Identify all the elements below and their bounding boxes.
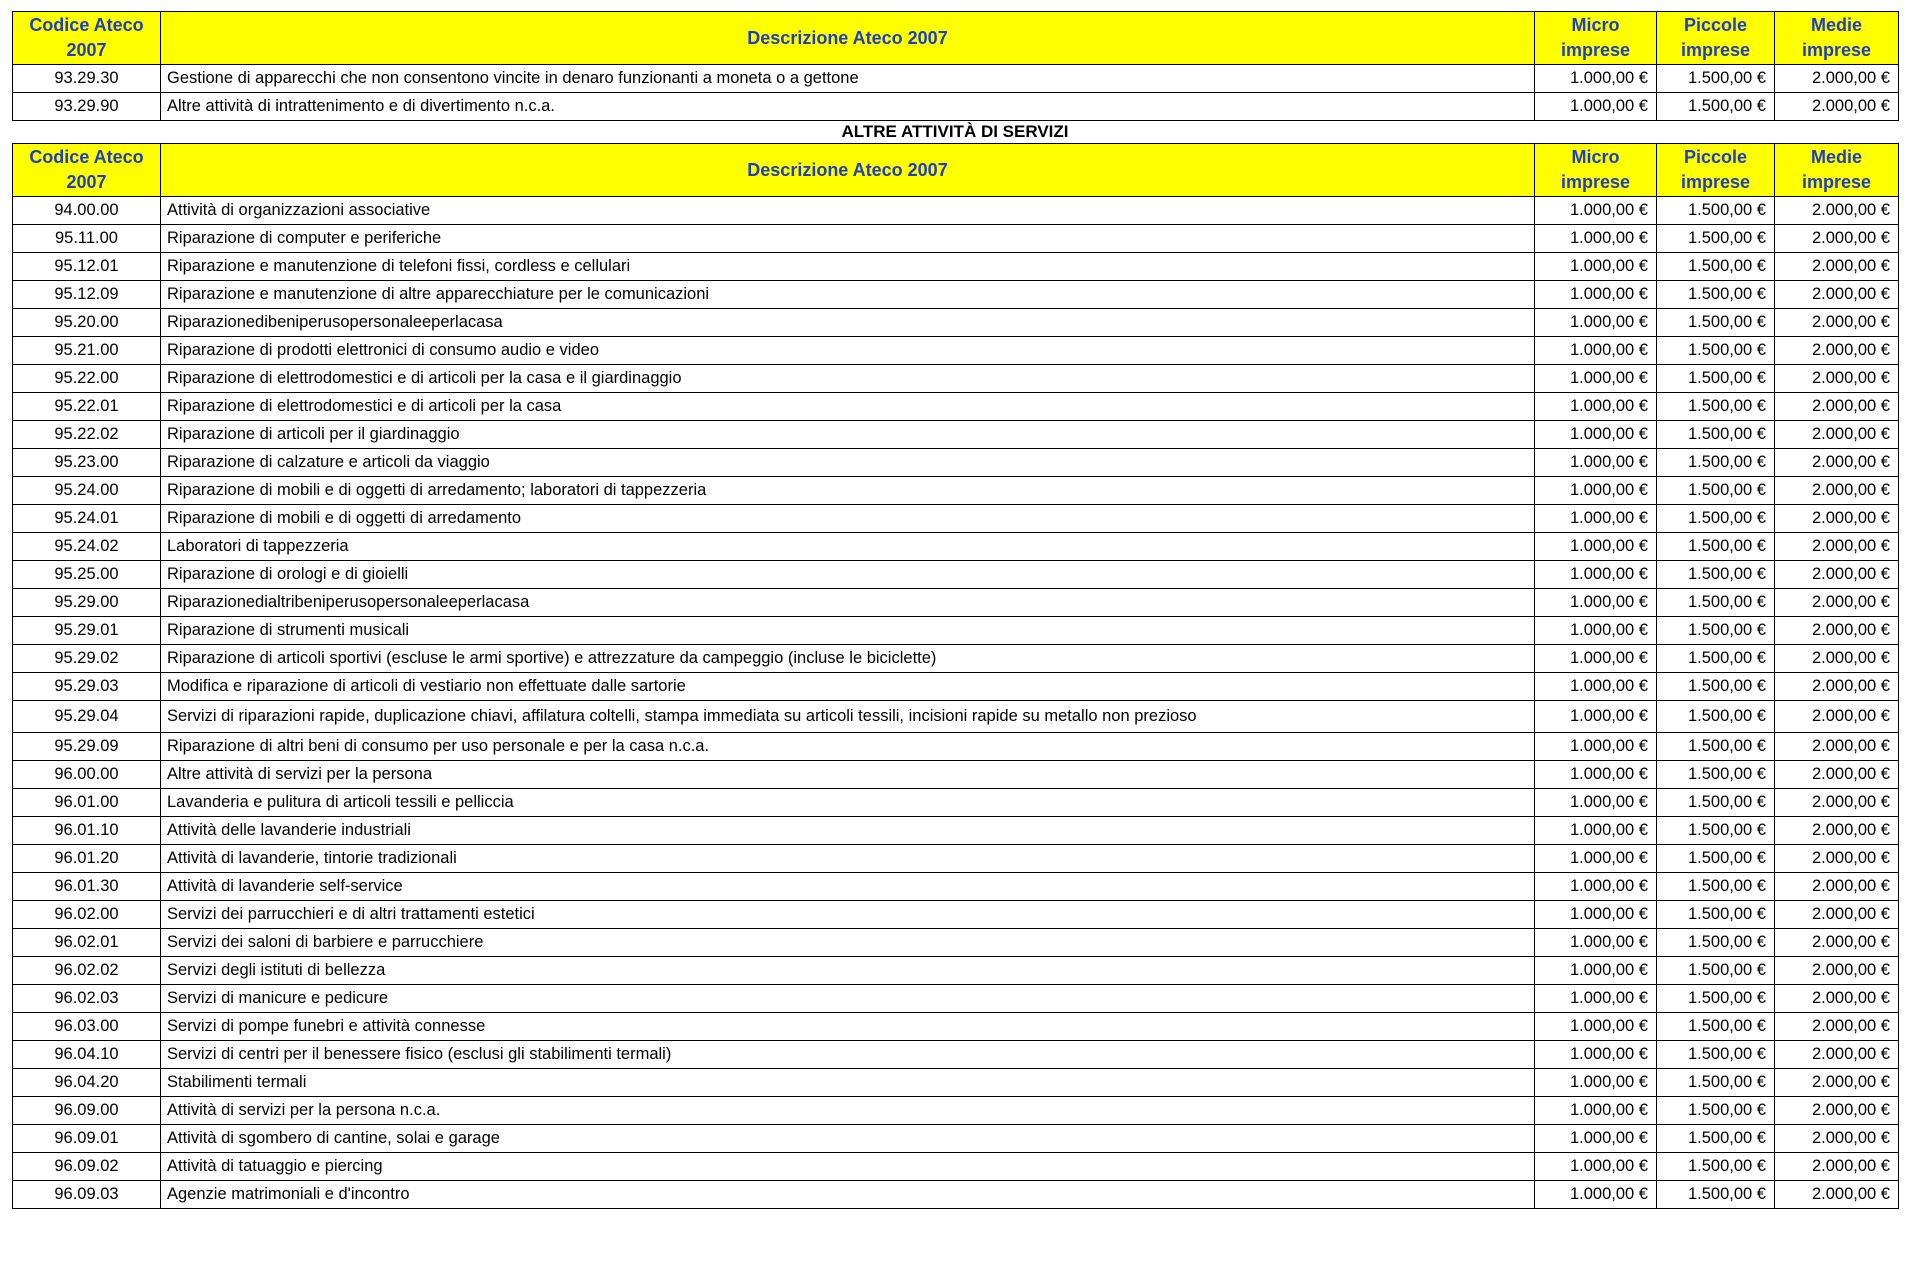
- ateco-code-cell: 95.29.02: [13, 645, 161, 673]
- description-cell: Attività delle lavanderie industriali: [161, 817, 1535, 845]
- table-row: [13, 477, 1899, 505]
- table-1-body: [13, 65, 1899, 121]
- micro-amount-cell: 1.000,00 €: [1535, 477, 1657, 505]
- ateco-code-cell: 96.09.01: [13, 1125, 161, 1153]
- table-row: [13, 337, 1899, 365]
- micro-amount-cell: 1.000,00 €: [1535, 589, 1657, 617]
- micro-amount-cell: 1.000,00 €: [1535, 761, 1657, 789]
- small-amount-cell: 1.500,00 €: [1657, 477, 1775, 505]
- micro-amount-cell: 1.000,00 €: [1535, 1153, 1657, 1181]
- table-row: [13, 845, 1899, 873]
- description-cell: Servizi dei parrucchieri e di altri trattamenti estetici: [161, 901, 1535, 929]
- table-header-row: [13, 12, 1899, 65]
- description-cell: Riparazione di elettrodomestici e di articoli per la casa: [161, 393, 1535, 421]
- table-row: [13, 589, 1899, 617]
- micro-amount-cell: 1.000,00 €: [1535, 957, 1657, 985]
- ateco-code-cell: 95.20.00: [13, 309, 161, 337]
- ateco-code-cell: 96.01.30: [13, 873, 161, 901]
- ateco-code-cell: 95.21.00: [13, 337, 161, 365]
- small-amount-cell: 1.500,00 €: [1657, 873, 1775, 901]
- ateco-code-cell: 93.29.90: [13, 93, 161, 121]
- table-row: [13, 789, 1899, 817]
- table-row: [13, 65, 1899, 93]
- small-amount-cell: 1.500,00 €: [1657, 65, 1775, 93]
- ateco-code-cell: 96.02.03: [13, 985, 161, 1013]
- header-micro-line2: imprese: [1560, 40, 1631, 60]
- description-cell: Attività di servizi per la persona n.c.a.: [161, 1097, 1535, 1125]
- small-amount-cell: 1.500,00 €: [1657, 1069, 1775, 1097]
- table-row: [13, 1013, 1899, 1041]
- description-cell: Riparazione di calzature e articoli da viaggio: [161, 449, 1535, 477]
- micro-amount-cell: 1.000,00 €: [1535, 845, 1657, 873]
- small-amount-cell: 1.500,00 €: [1657, 421, 1775, 449]
- header-small-line2: imprese: [1680, 172, 1751, 192]
- header-description: Descrizione Ateco 2007: [161, 12, 1535, 65]
- table-row: [13, 645, 1899, 673]
- table-row: [13, 733, 1899, 761]
- header-code: [13, 144, 161, 197]
- medium-amount-cell: 2.000,00 €: [1775, 645, 1899, 673]
- small-amount-cell: 1.500,00 €: [1657, 673, 1775, 701]
- ateco-code-cell: 95.29.01: [13, 617, 161, 645]
- header-micro-line1: Micro: [1571, 147, 1620, 167]
- small-amount-cell: 1.500,00 €: [1657, 1013, 1775, 1041]
- ateco-code-cell: 95.29.03: [13, 673, 161, 701]
- micro-amount-cell: 1.000,00 €: [1535, 533, 1657, 561]
- description-cell: Attività di lavanderie, tintorie tradizionali: [161, 845, 1535, 873]
- small-amount-cell: 1.500,00 €: [1657, 845, 1775, 873]
- micro-amount-cell: 1.000,00 €: [1535, 645, 1657, 673]
- table-row: [13, 617, 1899, 645]
- small-amount-cell: 1.500,00 €: [1657, 817, 1775, 845]
- description-cell: Riparazionedibeniperusopersonaleeperlacasa: [161, 309, 1535, 337]
- ateco-code-cell: 96.09.02: [13, 1153, 161, 1181]
- table-row: [13, 197, 1899, 225]
- table-row: [13, 817, 1899, 845]
- micro-amount-cell: 1.000,00 €: [1535, 733, 1657, 761]
- ateco-code-cell: 96.02.01: [13, 929, 161, 957]
- micro-amount-cell: 1.000,00 €: [1535, 1181, 1657, 1209]
- table-row: [13, 985, 1899, 1013]
- header-micro-line2: imprese: [1560, 172, 1631, 192]
- small-amount-cell: 1.500,00 €: [1657, 365, 1775, 393]
- table-row: [13, 309, 1899, 337]
- micro-amount-cell: 1.000,00 €: [1535, 901, 1657, 929]
- description-cell: Agenzie matrimoniali e d'incontro: [161, 1181, 1535, 1209]
- ateco-code-cell: 96.04.10: [13, 1041, 161, 1069]
- description-cell: Servizi di riparazioni rapide, duplicazione chiavi, affilatura coltelli, stampa immediata su articoli tessili, incisioni rapide su metallo non prezioso: [161, 701, 1535, 733]
- small-amount-cell: 1.500,00 €: [1657, 1153, 1775, 1181]
- medium-amount-cell: 2.000,00 €: [1775, 93, 1899, 121]
- small-amount-cell: 1.500,00 €: [1657, 985, 1775, 1013]
- header-small: [1657, 144, 1775, 197]
- header-medium-line2: imprese: [1801, 172, 1872, 192]
- ateco-code-cell: 96.01.10: [13, 817, 161, 845]
- micro-amount-cell: 1.000,00 €: [1535, 701, 1657, 733]
- medium-amount-cell: 2.000,00 €: [1775, 1181, 1899, 1209]
- header-description: Descrizione Ateco 2007: [161, 144, 1535, 197]
- medium-amount-cell: 2.000,00 €: [1775, 617, 1899, 645]
- description-cell: Riparazione di strumenti musicali: [161, 617, 1535, 645]
- micro-amount-cell: 1.000,00 €: [1535, 281, 1657, 309]
- small-amount-cell: 1.500,00 €: [1657, 533, 1775, 561]
- description-cell: Riparazione di articoli sportivi (escluse le armi sportive) e attrezzature da campeggio (incluse le biciclette): [161, 645, 1535, 673]
- micro-amount-cell: 1.000,00 €: [1535, 1125, 1657, 1153]
- ateco-code-cell: 95.24.00: [13, 477, 161, 505]
- small-amount-cell: 1.500,00 €: [1657, 1181, 1775, 1209]
- table-header-row: [13, 144, 1899, 197]
- micro-amount-cell: 1.000,00 €: [1535, 421, 1657, 449]
- medium-amount-cell: 2.000,00 €: [1775, 533, 1899, 561]
- table-row: [13, 533, 1899, 561]
- description-cell: Laboratori di tappezzeria: [161, 533, 1535, 561]
- micro-amount-cell: 1.000,00 €: [1535, 393, 1657, 421]
- description-cell: Servizi di centri per il benessere fisico (esclusi gli stabilimenti termali): [161, 1041, 1535, 1069]
- medium-amount-cell: 2.000,00 €: [1775, 281, 1899, 309]
- table-row: [13, 365, 1899, 393]
- small-amount-cell: 1.500,00 €: [1657, 929, 1775, 957]
- medium-amount-cell: 2.000,00 €: [1775, 761, 1899, 789]
- medium-amount-cell: 2.000,00 €: [1775, 817, 1899, 845]
- ateco-code-cell: 95.22.00: [13, 365, 161, 393]
- medium-amount-cell: 2.000,00 €: [1775, 1069, 1899, 1097]
- medium-amount-cell: 2.000,00 €: [1775, 1041, 1899, 1069]
- medium-amount-cell: 2.000,00 €: [1775, 365, 1899, 393]
- small-amount-cell: 1.500,00 €: [1657, 197, 1775, 225]
- header-micro: [1535, 144, 1657, 197]
- description-cell: Riparazione di prodotti elettronici di consumo audio e video: [161, 337, 1535, 365]
- micro-amount-cell: 1.000,00 €: [1535, 253, 1657, 281]
- header-code-line1: Codice Ateco: [29, 15, 144, 35]
- medium-amount-cell: 2.000,00 €: [1775, 1013, 1899, 1041]
- description-cell: Riparazione e manutenzione di telefoni fissi, cordless e cellulari: [161, 253, 1535, 281]
- ateco-code-cell: 96.09.00: [13, 1097, 161, 1125]
- medium-amount-cell: 2.000,00 €: [1775, 449, 1899, 477]
- ateco-code-cell: 96.01.00: [13, 789, 161, 817]
- table-row: [13, 873, 1899, 901]
- header-medium-line2: imprese: [1801, 40, 1872, 60]
- ateco-code-cell: 93.29.30: [13, 65, 161, 93]
- medium-amount-cell: 2.000,00 €: [1775, 1125, 1899, 1153]
- small-amount-cell: 1.500,00 €: [1657, 701, 1775, 733]
- medium-amount-cell: 2.000,00 €: [1775, 733, 1899, 761]
- header-medium: [1775, 144, 1899, 197]
- ateco-code-cell: 95.24.01: [13, 505, 161, 533]
- table-row: [13, 761, 1899, 789]
- small-amount-cell: 1.500,00 €: [1657, 505, 1775, 533]
- medium-amount-cell: 2.000,00 €: [1775, 985, 1899, 1013]
- medium-amount-cell: 2.000,00 €: [1775, 561, 1899, 589]
- header-medium-line1: Medie: [1810, 15, 1862, 35]
- description-cell: Riparazione di elettrodomestici e di articoli per la casa e il giardinaggio: [161, 365, 1535, 393]
- description-cell: Riparazione e manutenzione di altre apparecchiature per le comunicazioni: [161, 281, 1535, 309]
- micro-amount-cell: 1.000,00 €: [1535, 197, 1657, 225]
- ateco-code-cell: 96.00.00: [13, 761, 161, 789]
- micro-amount-cell: 1.000,00 €: [1535, 1013, 1657, 1041]
- description-cell: Altre attività di intrattenimento e di divertimento n.c.a.: [161, 93, 1535, 121]
- medium-amount-cell: 2.000,00 €: [1775, 929, 1899, 957]
- table-2-body: [13, 197, 1899, 1209]
- header-micro: [1535, 12, 1657, 65]
- description-cell: Servizi di manicure e pedicure: [161, 985, 1535, 1013]
- medium-amount-cell: 2.000,00 €: [1775, 873, 1899, 901]
- ateco-code-cell: 95.29.00: [13, 589, 161, 617]
- table-row: [13, 957, 1899, 985]
- small-amount-cell: 1.500,00 €: [1657, 337, 1775, 365]
- ateco-code-cell: 95.25.00: [13, 561, 161, 589]
- micro-amount-cell: 1.000,00 €: [1535, 673, 1657, 701]
- table-row: [13, 1097, 1899, 1125]
- ateco-code-cell: 94.00.00: [13, 197, 161, 225]
- ateco-code-cell: 96.02.02: [13, 957, 161, 985]
- header-code-line1: Codice Ateco: [29, 147, 144, 167]
- table-row: [13, 673, 1899, 701]
- header-medium: [1775, 12, 1899, 65]
- table-row: [13, 1153, 1899, 1181]
- ateco-code-cell: 95.29.09: [13, 733, 161, 761]
- medium-amount-cell: 2.000,00 €: [1775, 309, 1899, 337]
- ateco-code-cell: 95.11.00: [13, 225, 161, 253]
- medium-amount-cell: 2.000,00 €: [1775, 65, 1899, 93]
- micro-amount-cell: 1.000,00 €: [1535, 1069, 1657, 1097]
- description-cell: Servizi di pompe funebri e attività connesse: [161, 1013, 1535, 1041]
- micro-amount-cell: 1.000,00 €: [1535, 929, 1657, 957]
- header-small-line1: Piccole: [1683, 15, 1748, 35]
- table-row: [13, 929, 1899, 957]
- table-row: [13, 701, 1899, 733]
- small-amount-cell: 1.500,00 €: [1657, 449, 1775, 477]
- description-cell: Lavanderia e pulitura di articoli tessili e pelliccia: [161, 789, 1535, 817]
- small-amount-cell: 1.500,00 €: [1657, 1097, 1775, 1125]
- description-cell: Attività di organizzazioni associative: [161, 197, 1535, 225]
- description-cell: Attività di sgombero di cantine, solai e garage: [161, 1125, 1535, 1153]
- medium-amount-cell: 2.000,00 €: [1775, 253, 1899, 281]
- ateco-code-cell: 95.24.02: [13, 533, 161, 561]
- description-cell: Modifica e riparazione di articoli di vestiario non effettuate dalle sartorie: [161, 673, 1535, 701]
- ateco-sheet: [12, 11, 1898, 1209]
- small-amount-cell: 1.500,00 €: [1657, 617, 1775, 645]
- micro-amount-cell: 1.000,00 €: [1535, 873, 1657, 901]
- ateco-code-cell: 96.03.00: [13, 1013, 161, 1041]
- description-cell: Attività di lavanderie self-service: [161, 873, 1535, 901]
- ateco-code-cell: 96.02.00: [13, 901, 161, 929]
- small-amount-cell: 1.500,00 €: [1657, 225, 1775, 253]
- micro-amount-cell: 1.000,00 €: [1535, 449, 1657, 477]
- ateco-code-cell: 95.12.01: [13, 253, 161, 281]
- small-amount-cell: 1.500,00 €: [1657, 93, 1775, 121]
- micro-amount-cell: 1.000,00 €: [1535, 309, 1657, 337]
- table-row: [13, 1041, 1899, 1069]
- description-cell: Riparazione di mobili e di oggetti di arredamento: [161, 505, 1535, 533]
- micro-amount-cell: 1.000,00 €: [1535, 561, 1657, 589]
- small-amount-cell: 1.500,00 €: [1657, 393, 1775, 421]
- small-amount-cell: 1.500,00 €: [1657, 1041, 1775, 1069]
- small-amount-cell: 1.500,00 €: [1657, 561, 1775, 589]
- header-small: [1657, 12, 1775, 65]
- small-amount-cell: 1.500,00 €: [1657, 589, 1775, 617]
- table-row: [13, 93, 1899, 121]
- table-row: [13, 505, 1899, 533]
- header-medium-line1: Medie: [1810, 147, 1862, 167]
- table-row: [13, 1069, 1899, 1097]
- description-cell: Stabilimenti termali: [161, 1069, 1535, 1097]
- ateco-code-cell: 95.22.02: [13, 421, 161, 449]
- micro-amount-cell: 1.000,00 €: [1535, 505, 1657, 533]
- small-amount-cell: 1.500,00 €: [1657, 281, 1775, 309]
- description-cell: Riparazione di articoli per il giardinaggio: [161, 421, 1535, 449]
- table-row: [13, 901, 1899, 929]
- header-small-line1: Piccole: [1683, 147, 1748, 167]
- micro-amount-cell: 1.000,00 €: [1535, 1041, 1657, 1069]
- micro-amount-cell: 1.000,00 €: [1535, 365, 1657, 393]
- description-cell: Gestione di apparecchi che non consentono vincite in denaro funzionanti a moneta o a gettone: [161, 65, 1535, 93]
- table-row: [13, 253, 1899, 281]
- micro-amount-cell: 1.000,00 €: [1535, 817, 1657, 845]
- medium-amount-cell: 2.000,00 €: [1775, 477, 1899, 505]
- medium-amount-cell: 2.000,00 €: [1775, 505, 1899, 533]
- medium-amount-cell: 2.000,00 €: [1775, 337, 1899, 365]
- description-cell: Riparazione di mobili e di oggetti di arredamento; laboratori di tappezzeria: [161, 477, 1535, 505]
- medium-amount-cell: 2.000,00 €: [1775, 197, 1899, 225]
- small-amount-cell: 1.500,00 €: [1657, 1125, 1775, 1153]
- table-row: [13, 561, 1899, 589]
- description-cell: Riparazione di orologi e di gioielli: [161, 561, 1535, 589]
- micro-amount-cell: 1.000,00 €: [1535, 93, 1657, 121]
- ateco-code-cell: 96.04.20: [13, 1069, 161, 1097]
- small-amount-cell: 1.500,00 €: [1657, 901, 1775, 929]
- micro-amount-cell: 1.000,00 €: [1535, 225, 1657, 253]
- small-amount-cell: 1.500,00 €: [1657, 761, 1775, 789]
- section-title: ALTRE ATTIVITÀ DI SERVIZI: [841, 122, 1069, 141]
- medium-amount-cell: 2.000,00 €: [1775, 673, 1899, 701]
- header-micro-line1: Micro: [1571, 15, 1620, 35]
- medium-amount-cell: 2.000,00 €: [1775, 589, 1899, 617]
- micro-amount-cell: 1.000,00 €: [1535, 617, 1657, 645]
- medium-amount-cell: 2.000,00 €: [1775, 789, 1899, 817]
- medium-amount-cell: 2.000,00 €: [1775, 393, 1899, 421]
- medium-amount-cell: 2.000,00 €: [1775, 225, 1899, 253]
- header-code-line2: 2007: [66, 40, 107, 60]
- ateco-code-cell: 95.22.01: [13, 393, 161, 421]
- description-cell: Servizi degli istituti di bellezza: [161, 957, 1535, 985]
- medium-amount-cell: 2.000,00 €: [1775, 421, 1899, 449]
- table-row: [13, 393, 1899, 421]
- ateco-code-cell: 96.09.03: [13, 1181, 161, 1209]
- table-row: [13, 1125, 1899, 1153]
- medium-amount-cell: 2.000,00 €: [1775, 1153, 1899, 1181]
- table-row: [13, 1181, 1899, 1209]
- small-amount-cell: 1.500,00 €: [1657, 789, 1775, 817]
- medium-amount-cell: 2.000,00 €: [1775, 901, 1899, 929]
- description-cell: Riparazionedialtribeniperusopersonaleeperlacasa: [161, 589, 1535, 617]
- description-cell: Attività di tatuaggio e piercing: [161, 1153, 1535, 1181]
- header-code: [13, 12, 161, 65]
- medium-amount-cell: 2.000,00 €: [1775, 957, 1899, 985]
- ateco-code-cell: 95.12.09: [13, 281, 161, 309]
- table-row: [13, 281, 1899, 309]
- ateco-code-cell: 95.29.04: [13, 701, 161, 733]
- description-cell: Altre attività di servizi per la persona: [161, 761, 1535, 789]
- table-row: [13, 225, 1899, 253]
- description-cell: Riparazione di computer e periferiche: [161, 225, 1535, 253]
- ateco-code-cell: 96.01.20: [13, 845, 161, 873]
- description-cell: Servizi dei saloni di barbiere e parrucchiere: [161, 929, 1535, 957]
- small-amount-cell: 1.500,00 €: [1657, 957, 1775, 985]
- header-code-line2: 2007: [66, 172, 107, 192]
- micro-amount-cell: 1.000,00 €: [1535, 337, 1657, 365]
- small-amount-cell: 1.500,00 €: [1657, 309, 1775, 337]
- micro-amount-cell: 1.000,00 €: [1535, 65, 1657, 93]
- description-cell: Riparazione di altri beni di consumo per uso personale e per la casa n.c.a.: [161, 733, 1535, 761]
- ateco-code-cell: 95.23.00: [13, 449, 161, 477]
- medium-amount-cell: 2.000,00 €: [1775, 1097, 1899, 1125]
- micro-amount-cell: 1.000,00 €: [1535, 1097, 1657, 1125]
- medium-amount-cell: 2.000,00 €: [1775, 845, 1899, 873]
- table-row: [13, 421, 1899, 449]
- small-amount-cell: 1.500,00 €: [1657, 733, 1775, 761]
- small-amount-cell: 1.500,00 €: [1657, 253, 1775, 281]
- ateco-table-1: [12, 11, 1899, 121]
- micro-amount-cell: 1.000,00 €: [1535, 985, 1657, 1013]
- small-amount-cell: 1.500,00 €: [1657, 645, 1775, 673]
- micro-amount-cell: 1.000,00 €: [1535, 789, 1657, 817]
- header-small-line2: imprese: [1680, 40, 1751, 60]
- table-row: [13, 449, 1899, 477]
- ateco-table-2: [12, 143, 1899, 1209]
- medium-amount-cell: 2.000,00 €: [1775, 701, 1899, 733]
